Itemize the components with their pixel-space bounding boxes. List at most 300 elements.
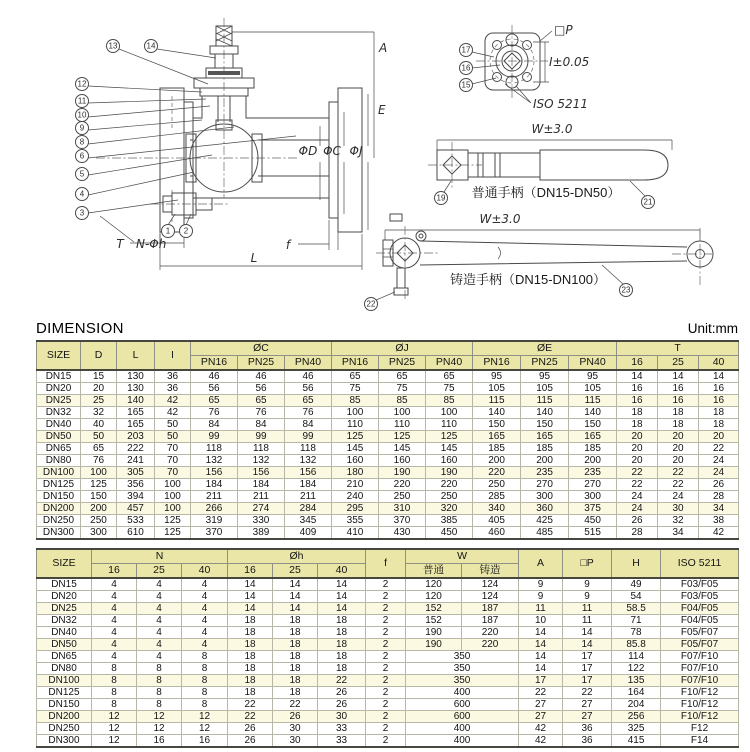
size-cell: DN300 (37, 735, 92, 748)
value-cell: 270 (521, 479, 569, 491)
value-cell: 130 (117, 383, 155, 395)
value-cell: 20 (617, 443, 658, 455)
value-cell: 370 (379, 515, 426, 527)
value-cell: 42 (155, 395, 191, 407)
value-cell: 145 (426, 443, 473, 455)
value-cell: 18 (617, 419, 658, 431)
value-cell: 300 (569, 491, 617, 503)
value-cell: 105 (521, 383, 569, 395)
table-row (37, 711, 739, 723)
value-cell: 16 (137, 735, 182, 748)
value-cell: 2 (366, 675, 406, 687)
plain-handle-caption: 普通手柄（DN15-DN50） (471, 185, 621, 200)
value-cell: 11 (563, 615, 612, 627)
value-cell: 355 (332, 515, 379, 527)
value-cell: 156 (285, 467, 332, 479)
value-cell: 319 (191, 515, 238, 527)
value-cell: 250 (473, 479, 521, 491)
value-cell: 4 (182, 639, 228, 651)
value-cell: 325 (612, 723, 661, 735)
table-row (37, 615, 739, 627)
value-cell: 18 (658, 407, 699, 419)
value-cell: 17 (563, 651, 612, 663)
value-cell: 65 (238, 395, 285, 407)
value-cell: 34 (658, 527, 699, 540)
value-cell: 220 (462, 639, 519, 651)
value-cell: 4 (182, 627, 228, 639)
value-cell: 95 (521, 370, 569, 383)
value-cell: 27 (563, 699, 612, 711)
col-iso5211: ISO 5211 (661, 549, 739, 578)
value-cell: 120 (406, 591, 462, 603)
value-cell: 56 (285, 383, 332, 395)
value-cell: 241 (117, 455, 155, 467)
value-cell: 17 (519, 675, 563, 687)
col-d: D (81, 341, 117, 370)
value-cell: 450 (569, 515, 617, 527)
dim-a: A (379, 41, 388, 55)
value-cell: 125 (332, 431, 379, 443)
col-f: f (366, 549, 406, 578)
size-cell: DN40 (37, 627, 92, 639)
value-cell: 400 (406, 735, 519, 748)
value-cell: 160 (379, 455, 426, 467)
value-cell: 180 (332, 467, 379, 479)
value-cell: 160 (426, 455, 473, 467)
table-row (37, 651, 739, 663)
value-cell: 20 (658, 431, 699, 443)
value-cell: 140 (569, 407, 617, 419)
value-cell: 4 (92, 603, 137, 615)
value-cell: 8 (182, 675, 228, 687)
table-row (37, 431, 739, 443)
table-row (37, 699, 739, 711)
value-cell: 22 (699, 443, 739, 455)
value-cell: 187 (462, 603, 519, 615)
value-cell: 76 (238, 407, 285, 419)
valve-dimensions (100, 32, 387, 270)
col-n-16: 16 (92, 564, 137, 579)
value-cell: 125 (155, 515, 191, 527)
value-cell: 36 (155, 370, 191, 383)
value-cell: 18 (228, 627, 273, 639)
value-cell: 24 (617, 503, 658, 515)
value-cell: 533 (117, 515, 155, 527)
plain-handle-drawing (428, 122, 672, 209)
value-cell: 14 (563, 627, 612, 639)
value-cell: 14 (228, 578, 273, 591)
value-cell: 12 (182, 723, 228, 735)
value-cell: 26 (699, 479, 739, 491)
value-cell: 24 (617, 491, 658, 503)
value-cell: 18 (318, 651, 366, 663)
value-cell: F04/F05 (661, 603, 739, 615)
col-oe-pn16: PN16 (473, 356, 521, 371)
value-cell: 84 (285, 419, 332, 431)
value-cell: 22 (228, 699, 273, 711)
size-cell: DN20 (37, 591, 92, 603)
value-cell: 2 (366, 603, 406, 615)
value-cell: 22 (617, 479, 658, 491)
callout-23: 23 (621, 285, 631, 295)
size-cell: DN125 (37, 687, 92, 699)
table-row (37, 503, 739, 515)
col-oh-40: 40 (318, 564, 366, 579)
value-cell: 122 (612, 663, 661, 675)
size-cell: DN50 (37, 639, 92, 651)
size-cell: DN40 (37, 419, 81, 431)
value-cell: 85 (426, 395, 473, 407)
value-cell: 220 (379, 479, 426, 491)
value-cell: 340 (473, 503, 521, 515)
value-cell: 2 (366, 699, 406, 711)
technical-drawing (0, 0, 750, 312)
value-cell: 345 (285, 515, 332, 527)
value-cell: 28 (617, 527, 658, 540)
col-oc-pn40: PN40 (285, 356, 332, 371)
value-cell: 105 (473, 383, 521, 395)
size-cell: DN15 (37, 578, 92, 591)
callout-19: 19 (436, 193, 446, 203)
value-cell: 125 (426, 431, 473, 443)
size-cell: DN300 (37, 527, 81, 540)
value-cell: 14 (519, 627, 563, 639)
value-cell: 410 (332, 527, 379, 540)
size-cell: DN25 (37, 395, 81, 407)
value-cell: 76 (81, 455, 117, 467)
value-cell: 14 (228, 603, 273, 615)
value-cell: 4 (92, 578, 137, 591)
value-cell: 30 (273, 735, 318, 748)
value-cell: 2 (366, 639, 406, 651)
size-cell: DN65 (37, 651, 92, 663)
value-cell: 16 (617, 395, 658, 407)
col-t-25: 25 (658, 356, 699, 371)
col-n-25: 25 (137, 564, 182, 579)
value-cell: 130 (117, 370, 155, 383)
value-cell: F03/F05 (661, 591, 739, 603)
value-cell: F07/F10 (661, 675, 739, 687)
col-oj-pn25: PN25 (379, 356, 426, 371)
value-cell: 105 (569, 383, 617, 395)
value-cell: 36 (563, 723, 612, 735)
section-heading (36, 320, 738, 337)
table-row (37, 370, 739, 383)
table-row (37, 591, 739, 603)
value-cell: 190 (379, 467, 426, 479)
value-cell: 36 (155, 383, 191, 395)
value-cell: 211 (238, 491, 285, 503)
value-cell: 200 (521, 455, 569, 467)
value-cell: 100 (155, 503, 191, 515)
value-cell: 18 (273, 651, 318, 663)
value-cell: 18 (318, 663, 366, 675)
dim-phi-j: ΦJ (349, 144, 363, 158)
dimension-table-flange (36, 340, 739, 540)
callout-8: 8 (79, 137, 85, 147)
dim-i-tolerance: I±0.05 (549, 55, 590, 69)
value-cell: 222 (117, 443, 155, 455)
value-cell: 185 (473, 443, 521, 455)
value-cell: 150 (569, 419, 617, 431)
value-cell: 389 (238, 527, 285, 540)
iso5211-flange-top-view (460, 23, 590, 111)
size-cell: DN25 (37, 603, 92, 615)
size-cell: DN100 (37, 467, 81, 479)
value-cell: 28 (699, 491, 739, 503)
value-cell: 84 (191, 419, 238, 431)
value-cell: 185 (521, 443, 569, 455)
value-cell: 4 (182, 615, 228, 627)
callout-13: 13 (108, 41, 118, 51)
value-cell: 14 (228, 591, 273, 603)
value-cell: 266 (191, 503, 238, 515)
value-cell: 12 (137, 723, 182, 735)
value-cell: 415 (612, 735, 661, 748)
value-cell: 65 (191, 395, 238, 407)
value-cell: 16 (699, 395, 739, 407)
value-cell: 132 (238, 455, 285, 467)
value-cell: 42 (519, 735, 563, 748)
callout-3: 3 (79, 208, 85, 218)
value-cell: 160 (332, 455, 379, 467)
col-group-oc: ØC (191, 341, 332, 356)
value-cell: 20 (658, 443, 699, 455)
col-t-40: 40 (699, 356, 739, 371)
dim-phi-c: ΦC (323, 144, 341, 158)
dim-w-plain: W±3.0 (531, 122, 573, 136)
value-cell: F03/F05 (661, 578, 739, 591)
value-cell: 125 (155, 527, 191, 540)
value-cell: 26 (318, 687, 366, 699)
dim-t: T (116, 237, 124, 251)
value-cell: 2 (366, 735, 406, 748)
value-cell: 305 (117, 467, 155, 479)
value-cell: F12 (661, 723, 739, 735)
value-cell: 26 (318, 699, 366, 711)
cast-handle-drawing (365, 212, 714, 311)
col-size: SIZE (37, 549, 92, 578)
value-cell: 14 (519, 651, 563, 663)
value-cell: 200 (473, 455, 521, 467)
value-cell: 515 (569, 527, 617, 540)
size-cell: DN80 (37, 663, 92, 675)
value-cell: 18 (699, 419, 739, 431)
value-cell: 150 (81, 491, 117, 503)
size-cell: DN32 (37, 615, 92, 627)
callout-4: 4 (79, 189, 85, 199)
value-cell: 274 (238, 503, 285, 515)
callout-16: 16 (461, 63, 471, 73)
value-cell: 295 (332, 503, 379, 515)
value-cell: 85 (332, 395, 379, 407)
value-cell: 120 (406, 578, 462, 591)
dimension-title: DIMENSION (36, 320, 124, 337)
table-row (37, 527, 739, 540)
value-cell: F14 (661, 735, 739, 748)
size-cell: DN15 (37, 370, 81, 383)
value-cell: 18 (318, 615, 366, 627)
value-cell: 165 (569, 431, 617, 443)
value-cell: 115 (569, 395, 617, 407)
value-cell: 250 (379, 491, 426, 503)
value-cell: 284 (285, 503, 332, 515)
value-cell: 20 (699, 431, 739, 443)
value-cell: 16 (658, 395, 699, 407)
value-cell: 18 (699, 407, 739, 419)
value-cell: 18 (228, 639, 273, 651)
value-cell: 425 (521, 515, 569, 527)
value-cell: 22 (519, 687, 563, 699)
value-cell: F10/F12 (661, 687, 739, 699)
value-cell: 18 (273, 639, 318, 651)
value-cell: 14 (318, 578, 366, 591)
value-cell: 20 (658, 455, 699, 467)
value-cell: 124 (462, 591, 519, 603)
value-cell: 9 (519, 591, 563, 603)
value-cell: 24 (699, 455, 739, 467)
col-a: A (519, 549, 563, 578)
table2-header (37, 549, 739, 578)
callout-12: 12 (77, 79, 87, 89)
value-cell: 99 (238, 431, 285, 443)
value-cell: 50 (155, 419, 191, 431)
table1-body (37, 370, 739, 539)
value-cell: 100 (332, 407, 379, 419)
value-cell: 124 (462, 578, 519, 591)
value-cell: 2 (366, 723, 406, 735)
table-row (37, 627, 739, 639)
value-cell: 14 (273, 578, 318, 591)
value-cell: 8 (92, 675, 137, 687)
value-cell: 4 (92, 591, 137, 603)
value-cell: 11 (519, 603, 563, 615)
value-cell: 110 (379, 419, 426, 431)
col-group-oj: ØJ (332, 341, 473, 356)
value-cell: 46 (285, 370, 332, 383)
callout-2: 2 (183, 226, 189, 236)
col-t-16: 16 (617, 356, 658, 371)
dim-w-cast: W±3.0 (479, 212, 521, 226)
value-cell: 125 (379, 431, 426, 443)
value-cell: 14 (273, 603, 318, 615)
value-cell: 150 (473, 419, 521, 431)
size-cell: DN150 (37, 491, 81, 503)
value-cell: 330 (238, 515, 285, 527)
value-cell: 14 (563, 639, 612, 651)
size-cell: DN150 (37, 699, 92, 711)
value-cell: 132 (191, 455, 238, 467)
value-cell: 8 (137, 675, 182, 687)
value-cell: 27 (563, 711, 612, 723)
value-cell: F10/F12 (661, 711, 739, 723)
value-cell: 26 (228, 723, 273, 735)
col-oc-pn25: PN25 (238, 356, 285, 371)
value-cell: 118 (238, 443, 285, 455)
value-cell: 140 (473, 407, 521, 419)
value-cell: 12 (182, 711, 228, 723)
value-cell: 32 (81, 407, 117, 419)
value-cell: 20 (81, 383, 117, 395)
value-cell: 8 (137, 663, 182, 675)
value-cell: 8 (92, 663, 137, 675)
dimension-table-mounting (36, 548, 739, 748)
value-cell: 4 (92, 639, 137, 651)
callout-17: 17 (461, 45, 471, 55)
col-oh-25: 25 (273, 564, 318, 579)
value-cell: 12 (92, 723, 137, 735)
value-cell: 22 (228, 711, 273, 723)
value-cell: 240 (332, 491, 379, 503)
col-group-n: N (92, 549, 228, 564)
dim-phi-d: ΦD (298, 144, 318, 158)
value-cell: 164 (612, 687, 661, 699)
value-cell: 4 (137, 627, 182, 639)
value-cell: 75 (332, 383, 379, 395)
value-cell: 350 (406, 675, 519, 687)
value-cell: 394 (117, 491, 155, 503)
col-group-oe: ØE (473, 341, 617, 356)
value-cell: 600 (406, 711, 519, 723)
value-cell: 12 (137, 711, 182, 723)
value-cell: 75 (379, 383, 426, 395)
value-cell: 22 (658, 479, 699, 491)
value-cell: 457 (117, 503, 155, 515)
value-cell: 187 (462, 615, 519, 627)
table-row (37, 687, 739, 699)
value-cell: 70 (155, 467, 191, 479)
value-cell: 4 (137, 591, 182, 603)
col-square-p: □P (563, 549, 612, 578)
value-cell: F05/F07 (661, 639, 739, 651)
value-cell: 250 (426, 491, 473, 503)
value-cell: 2 (366, 627, 406, 639)
value-cell: 42 (155, 407, 191, 419)
value-cell: 100 (155, 491, 191, 503)
value-cell: 75 (426, 383, 473, 395)
value-cell: 27 (519, 711, 563, 723)
callout-21: 21 (643, 197, 653, 207)
value-cell: 110 (426, 419, 473, 431)
value-cell: F07/F10 (661, 663, 739, 675)
size-cell: DN20 (37, 383, 81, 395)
value-cell: 49 (612, 578, 661, 591)
callout-22: 22 (366, 299, 376, 309)
table-row (37, 443, 739, 455)
value-cell: 14 (318, 603, 366, 615)
value-cell: 310 (379, 503, 426, 515)
value-cell: 38 (699, 515, 739, 527)
value-cell: 190 (406, 627, 462, 639)
value-cell: 375 (569, 503, 617, 515)
table1-header (37, 341, 739, 370)
value-cell: 12 (92, 711, 137, 723)
value-cell: 42 (699, 527, 739, 540)
value-cell: 203 (117, 431, 155, 443)
dim-f: f (285, 238, 291, 252)
callout-11: 11 (77, 96, 87, 106)
col-oe-pn40: PN40 (569, 356, 617, 371)
value-cell: 204 (612, 699, 661, 711)
value-cell: 18 (273, 663, 318, 675)
value-cell: 18 (318, 627, 366, 639)
value-cell: 85.8 (612, 639, 661, 651)
value-cell: 2 (366, 687, 406, 699)
col-w-putong: 普通 (406, 564, 462, 579)
dim-square-p: □P (554, 23, 573, 37)
table-row (37, 491, 739, 503)
value-cell: 9 (563, 591, 612, 603)
